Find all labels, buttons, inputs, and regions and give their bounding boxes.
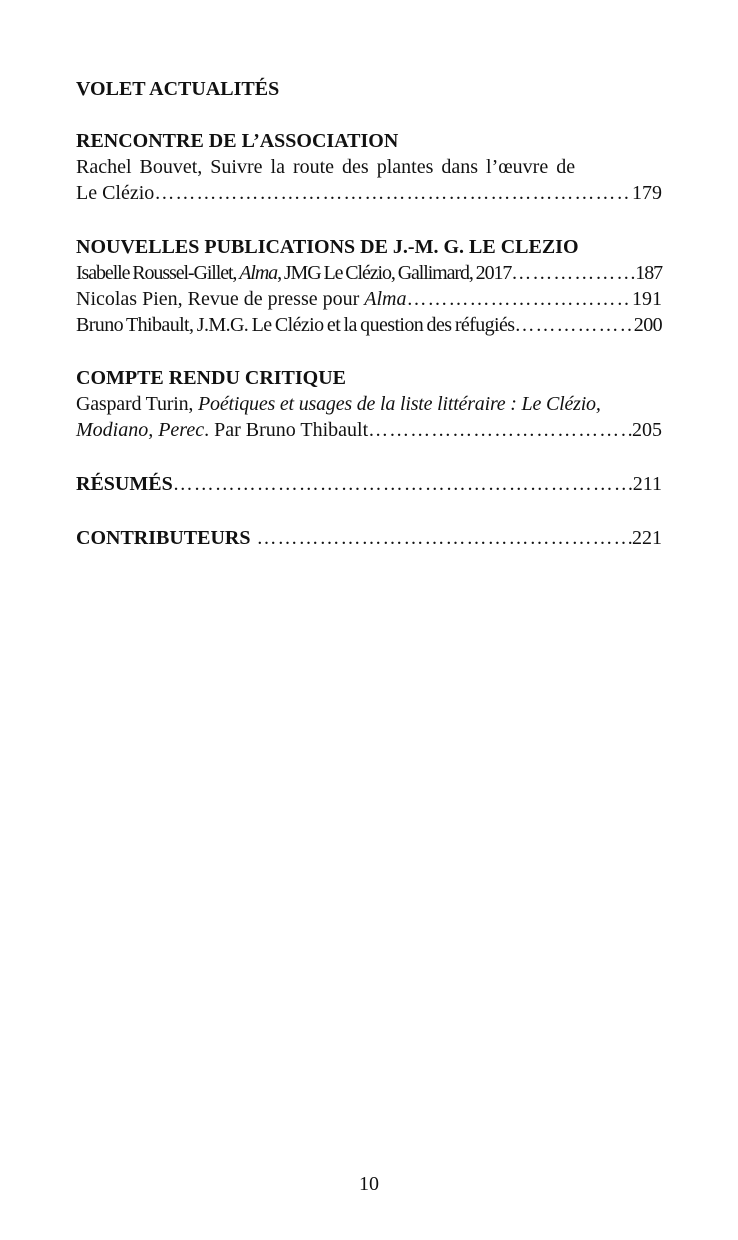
toc-entry-nouvelles-2 bbox=[76, 286, 662, 312]
toc-entry-italic-title: Alma bbox=[364, 288, 407, 310]
section-title-compte-rendu: COMPTE RENDU CRITIQUE bbox=[76, 367, 347, 389]
toc-entry-contributeurs bbox=[76, 525, 662, 551]
leader-dots bbox=[368, 417, 632, 443]
toc-entry-rencontre-line2 bbox=[76, 180, 662, 206]
toc-entry-italic-title: Modiano, Perec bbox=[76, 419, 205, 441]
section-title-actualites: VOLET ACTUALITÉS bbox=[76, 78, 280, 100]
toc-entry-resumes bbox=[76, 471, 662, 497]
toc-entry-text: Bruno Thibault, J.M.G. Le Clézio et la question des réfugiés bbox=[76, 314, 515, 336]
section-title-resumes: RÉSUMÉS bbox=[76, 473, 173, 495]
leader-dots bbox=[154, 180, 632, 206]
toc-entry-author: Isabelle Roussel-Gillet, bbox=[76, 262, 240, 284]
toc-entry-rest: . Par Bruno Thibault bbox=[204, 419, 369, 441]
toc-page-number: 221 bbox=[632, 527, 662, 549]
toc-entry-italic-title: Alma bbox=[239, 262, 278, 284]
toc-entry-nouvelles-3 bbox=[76, 312, 662, 338]
toc-entry-nouvelles-1 bbox=[76, 260, 662, 286]
toc-entry-compte-rendu-line1 bbox=[76, 391, 662, 417]
leader-dots bbox=[173, 471, 633, 497]
toc-entry-author: Nicolas Pien, Revue de presse pour bbox=[76, 288, 365, 310]
toc-entry-rest: , JMG Le Clézio, Gallimard, 2017 bbox=[277, 262, 512, 284]
toc-entry-text: Rachel Bouvet, Suivre la route des plantes dans l’œuvre de bbox=[76, 156, 576, 178]
toc-entry-author: Gaspard Turin, bbox=[76, 393, 199, 415]
leader-dots bbox=[511, 260, 635, 286]
toc-page-number: 205 bbox=[632, 419, 662, 441]
toc-entry-italic-title: Poétiques et usages de la liste littéraire : Le Clézio, bbox=[198, 393, 601, 415]
leader-dots bbox=[250, 525, 632, 551]
toc-page-number: 191 bbox=[632, 288, 662, 310]
leader-dots bbox=[514, 312, 633, 338]
leader-dots bbox=[406, 286, 632, 312]
toc-page-number: 200 bbox=[633, 314, 662, 336]
toc-page-number: 179 bbox=[632, 182, 662, 204]
toc-entry-text: Le Clézio bbox=[76, 182, 155, 204]
toc-page-number: 187 bbox=[635, 262, 662, 284]
section-title-rencontre: RENCONTRE DE L’ASSOCIATION bbox=[76, 130, 399, 152]
toc-entry-compte-rendu-line2 bbox=[76, 417, 662, 443]
page-number: 10 bbox=[359, 1173, 379, 1195]
section-title-nouvelles: NOUVELLES PUBLICATIONS DE J.-M. G. LE CLEZIO bbox=[76, 236, 579, 258]
toc-entry-rencontre-line1 bbox=[76, 154, 662, 180]
section-title-contributeurs: CONTRIBUTEURS bbox=[76, 527, 251, 549]
toc-page-number: 211 bbox=[632, 473, 662, 495]
